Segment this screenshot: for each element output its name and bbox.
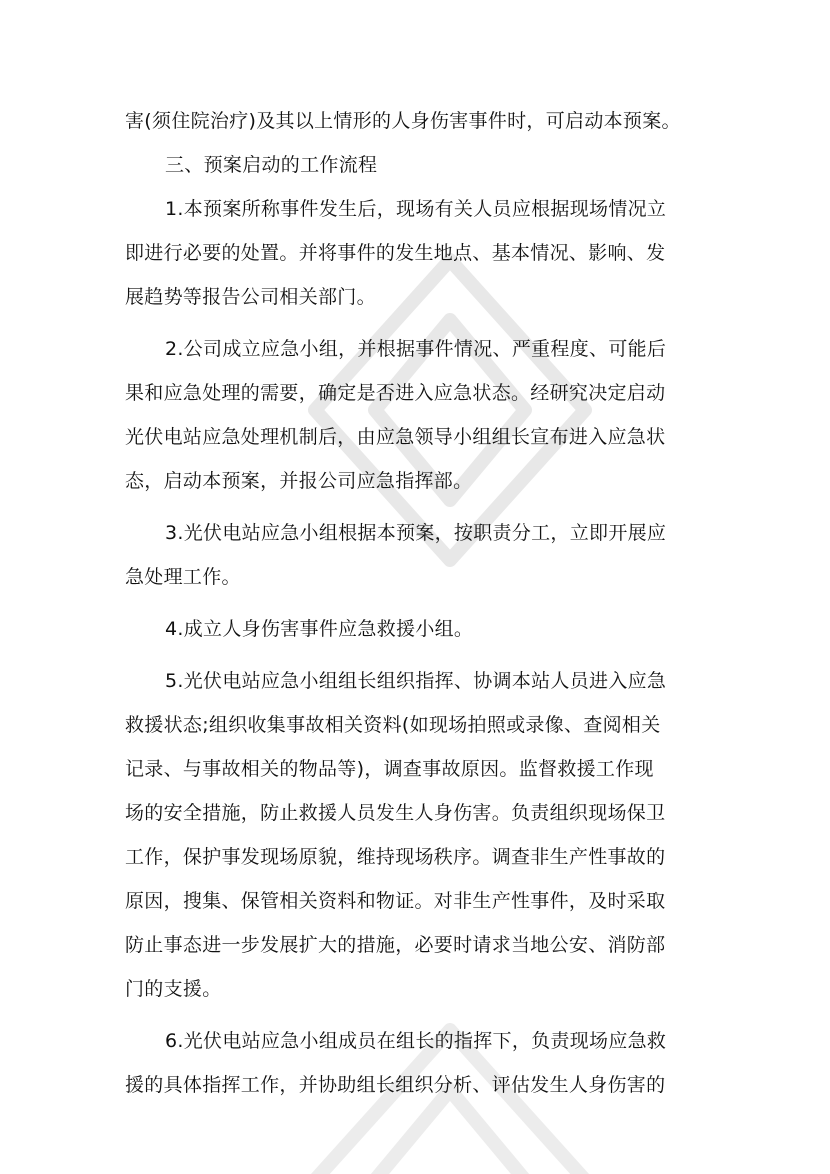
paragraph-line: 场的安全措施，防止救援人员发生人身伤害。负责组织现场保卫 bbox=[125, 802, 666, 824]
paragraph-line: 工作，保护事发现场原貌，维持现场秩序。调查非生产性事故的 bbox=[125, 846, 666, 868]
paragraph-line: 记录、与事故相关的物品等)，调查事故原因。监督救援工作现 bbox=[125, 758, 654, 780]
paragraph-line: 援的具体指挥工作，并协助组长组织分析、评估发生人身伤害的 bbox=[125, 1074, 666, 1096]
paragraph-line: 展趋势等报告公司相关部门。 bbox=[125, 286, 376, 308]
paragraph-line: 救援状态;组织收集事故相关资料(如现场拍照或录像、查阅相关 bbox=[125, 714, 661, 736]
paragraph-line: 2.公司成立应急小组，并根据事件情况、严重程度、可能后 bbox=[165, 338, 667, 360]
paragraph-line: 急处理工作。 bbox=[125, 566, 241, 588]
paragraph-line: 原因，搜集、保管相关资料和物证。对非生产性事件，及时采取 bbox=[125, 890, 666, 912]
paragraph-line: 3.光伏电站应急小组根据本预案，按职责分工，立即开展应 bbox=[165, 522, 667, 544]
paragraph-line: 防止事态进一步发展扩大的措施，必要时请求当地公安、消防部 bbox=[125, 934, 666, 956]
paragraph-line: 即进行必要的处置。并将事件的发生地点、基本情况、影响、发 bbox=[125, 242, 666, 264]
paragraph-line: 态，启动本预案，并报公司应急指挥部。 bbox=[125, 470, 473, 492]
paragraph-line: 4.成立人身伤害事件应急救援小组。 bbox=[165, 618, 474, 640]
paragraph-line: 1.本预案所称事件发生后，现场有关人员应根据现场情况立 bbox=[165, 198, 667, 220]
paragraph-line: 果和应急处理的需要，确定是否进入应急状态。经研究决定启动 bbox=[125, 382, 666, 404]
paragraph-line: 5.光伏电站应急小组组长组织指挥、协调本站人员进入应急 bbox=[165, 670, 667, 692]
paragraph-line: 光伏电站应急处理机制后，由应急领导小组组长宣布进入应急状 bbox=[125, 426, 666, 448]
document-body bbox=[125, 99, 715, 1107]
paragraph-line: 6.光伏电站应急小组成员在组长的指挥下，负责现场应急救 bbox=[165, 1030, 667, 1052]
paragraph-line: 害(须住院治疗)及其以上情形的人身伤害事件时，可启动本预案。 bbox=[125, 110, 681, 132]
section-heading: 三、预案启动的工作流程 bbox=[165, 154, 378, 176]
paragraph-line: 门的支援。 bbox=[125, 978, 222, 1000]
